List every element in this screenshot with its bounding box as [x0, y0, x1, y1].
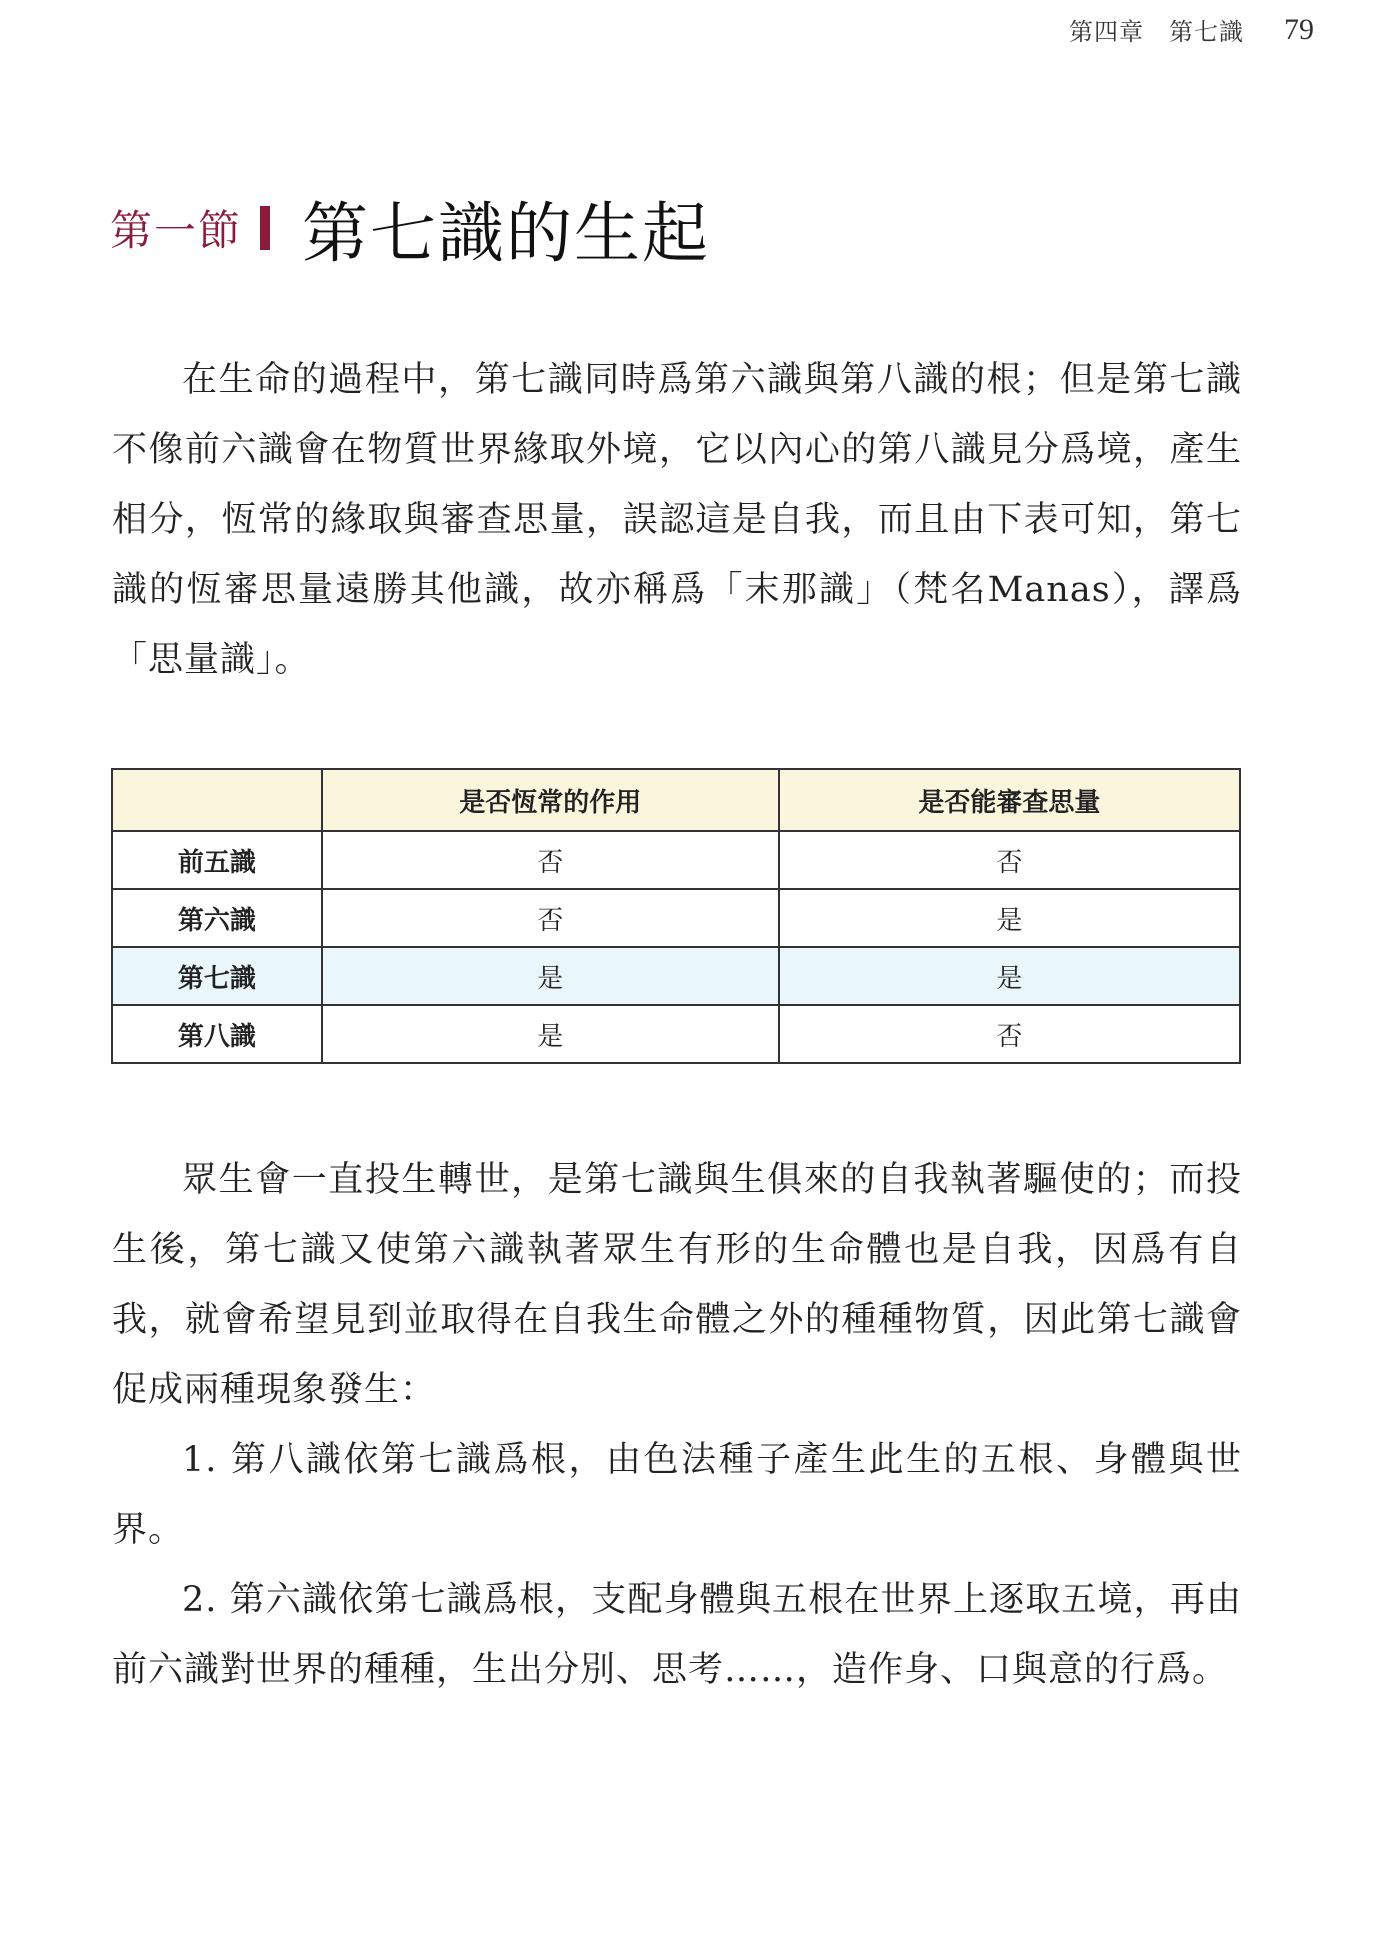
table-row-highlighted	[112, 947, 1240, 1005]
cell-deliberate: 否	[779, 831, 1240, 889]
table-row	[112, 889, 1240, 947]
running-title: 第四章 第七識	[1069, 18, 1244, 46]
body-paragraph-1: 在生命的過程中，第七識同時爲第六識與第八識的根；但是第七識不像前六識會在物質世界緣取外境，它以內心的第八識見分爲境，產生相分，恆常的緣取與審查思量，誤認這是自我，而且由下表可知，第七識的恆審思量遠勝其他識，故亦稱爲「末那識」（梵名Manas），譯爲「思量識」。	[112, 360, 1242, 680]
table-header-constant: 是否恆常的作用	[322, 769, 779, 831]
cell-deliberate: 是	[779, 947, 1240, 1005]
cell-constant: 否	[322, 889, 779, 947]
table-row	[112, 1005, 1240, 1063]
row-label: 第八識	[112, 1005, 322, 1063]
section-divider-bar	[260, 206, 270, 250]
cell-constant: 是	[322, 1005, 779, 1063]
table-header-corner	[112, 769, 322, 831]
cell-constant: 否	[322, 831, 779, 889]
page-number: 79	[1284, 12, 1314, 46]
body-paragraph-2: 眾生會一直投生轉世，是第七識與生俱來的自我執著驅使的；而投生後，第七識又使第六識執著眾生有形的生命體也是自我，因爲有自我，就會希望見到並取得在自我生命體之外的種種物質，因此第七識會促成兩種現象發生：	[112, 1160, 1242, 1410]
cell-deliberate: 否	[779, 1005, 1240, 1063]
section-heading	[110, 180, 710, 275]
section-title: 第七識的生起	[302, 195, 711, 272]
table-header-deliberate: 是否能審查思量	[779, 769, 1240, 831]
table-header-row	[112, 769, 1240, 831]
list-item: 2. 第六識依第七識爲根，支配身體與五根在世界上逐取五境，再由前六識對世界的種種，生出分別、思考……，造作身、口與意的行爲。	[112, 1580, 1242, 1690]
section-label: 第一節	[110, 205, 243, 255]
cell-constant: 是	[322, 947, 779, 1005]
list-item: 1. 第八識依第七識爲根，由色法種子產生此生的五根、身體與世界。	[112, 1440, 1242, 1550]
row-label: 第七識	[112, 947, 322, 1005]
cell-deliberate: 是	[779, 889, 1240, 947]
row-label: 第六識	[112, 889, 322, 947]
consciousness-comparison-table	[111, 768, 1241, 1064]
table-row	[112, 831, 1240, 889]
row-label: 前五識	[112, 831, 322, 889]
page-header	[1069, 12, 1314, 47]
